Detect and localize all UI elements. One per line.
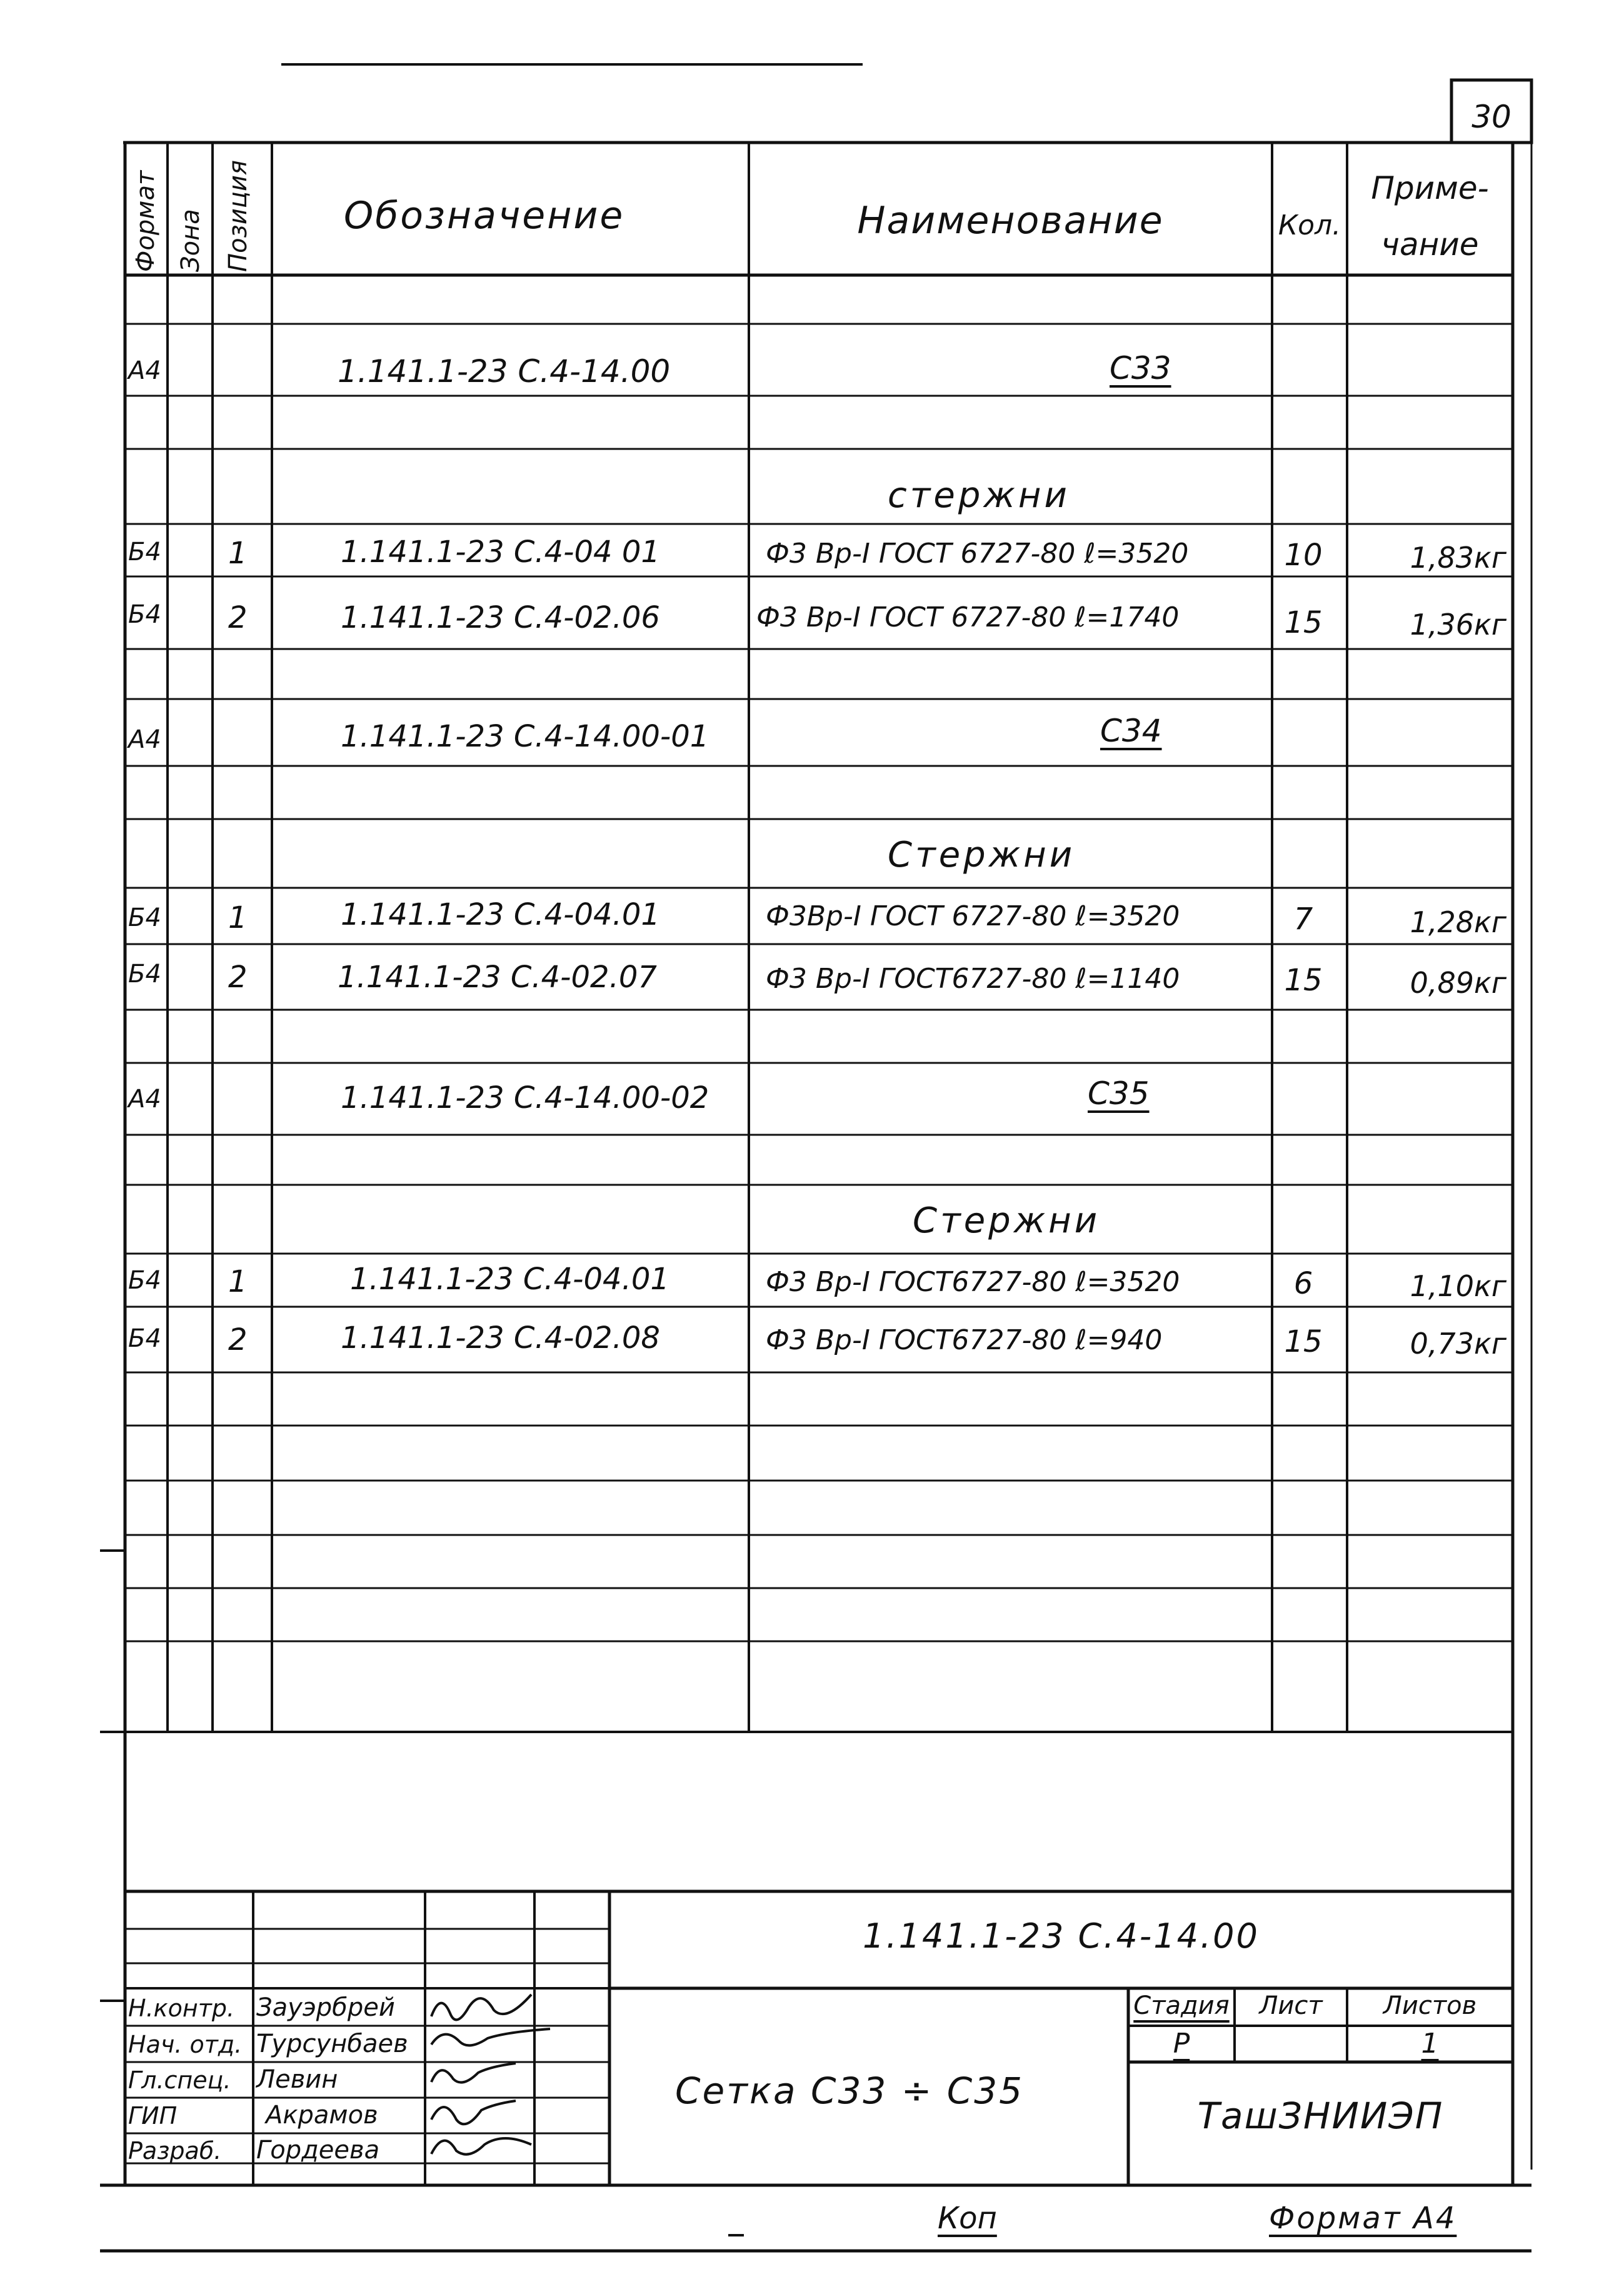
signature-name: Левин — [256, 2065, 338, 2094]
signature-role: Н.контр. — [128, 1995, 235, 2022]
footer-copied: Коп — [938, 2201, 997, 2236]
row-note: 0,73кг — [1410, 1327, 1506, 1361]
row-position: 2 — [228, 960, 248, 995]
row-name: С33 — [1110, 350, 1171, 386]
row-designation: 1.141.1-23 С.4-14.00 — [338, 353, 671, 390]
signature-name: Акрамов — [266, 2101, 378, 2130]
row-format: Б4 — [128, 538, 161, 566]
document-code: 1.141.1-23 С.4-14.00 — [863, 1916, 1260, 1956]
sheet-number: 30 — [1471, 99, 1511, 135]
organization: ТашЗНИИЭП — [1197, 2095, 1444, 2137]
row-position: 1 — [228, 1264, 248, 1299]
sheets-value: 1 — [1421, 2028, 1439, 2060]
row-format: Б4 — [128, 600, 161, 629]
row-format: A4 — [128, 1085, 161, 1114]
stage-label: Стадия — [1133, 1991, 1230, 2020]
signatures-drawing — [431, 1995, 550, 2155]
header-zone: Зона — [176, 209, 205, 272]
row-name: Ф3 Вр-I ГОСТ6727-80 ℓ=1140 — [766, 963, 1180, 995]
sheets-label: Листов — [1383, 1991, 1477, 2020]
row-note: 1,28кг — [1410, 905, 1506, 939]
row-position: 2 — [228, 600, 248, 635]
row-position: 2 — [228, 1322, 248, 1357]
header-designation: Обозначение — [344, 194, 625, 238]
row-note: 1,36кг — [1410, 608, 1506, 641]
row-format: Б4 — [128, 1266, 161, 1295]
row-designation: 1.141.1-23 С.4-14.00-02 — [341, 1080, 709, 1115]
row-name: Стержни — [913, 1200, 1101, 1241]
signature-role: Гл.спец. — [128, 2066, 231, 2094]
row-name: Ф3 Вр-I ГОСТ 6727-80 ℓ=3520 — [766, 538, 1189, 570]
row-designation: 1.141.1-23 С.4-04.01 — [350, 1262, 669, 1297]
row-position: 1 — [228, 536, 248, 571]
row-designation: 1.141.1-23 С.4-04 01 — [341, 535, 660, 570]
row-format: Б4 — [128, 1324, 161, 1353]
signature-name: Зауэрбрей — [256, 1993, 395, 2022]
signature-role: ГИП — [128, 2102, 178, 2130]
row-name: С35 — [1088, 1075, 1150, 1112]
header-name: Наименование — [857, 199, 1164, 243]
row-name: Стержни — [888, 835, 1076, 875]
signature-name: Турсунбаев — [256, 2030, 408, 2058]
row-qty: 10 — [1284, 538, 1323, 573]
signature-role: Нач. отд. — [128, 2031, 243, 2058]
row-designation: 1.141.1-23 С.4-02.08 — [341, 1321, 660, 1356]
row-name: стержни — [888, 475, 1070, 516]
header-qty: Кол. — [1278, 209, 1341, 241]
row-note: 1,10кг — [1410, 1269, 1506, 1303]
row-note: 1,83кг — [1410, 541, 1506, 575]
signature-role: Разраб. — [128, 2137, 222, 2165]
row-format: A4 — [128, 725, 161, 754]
row-qty: 15 — [1284, 963, 1323, 998]
row-name: Ф3 Вр-I ГОСТ6727-80 ℓ=940 — [766, 1324, 1163, 1356]
row-name: Ф3 Вр-I ГОСТ6727-80 ℓ=3520 — [766, 1266, 1180, 1298]
row-name: Ф3 Вр-I ГОСТ 6727-80 ℓ=1740 — [756, 601, 1180, 633]
row-qty: 15 — [1284, 1324, 1323, 1359]
stage-value: Р — [1173, 2028, 1190, 2060]
row-designation: 1.141.1-23 С.4-14.00-01 — [341, 719, 709, 754]
document-title: Сетка С33 ÷ С35 — [675, 2070, 1025, 2112]
row-qty: 7 — [1293, 902, 1313, 937]
row-note: 0,89кг — [1410, 966, 1506, 1000]
header-position: Позиция — [224, 159, 253, 272]
row-format: Б4 — [128, 903, 161, 932]
header-format: Формат — [131, 170, 160, 272]
row-position: 1 — [228, 900, 248, 935]
signature-name: Гордеева — [256, 2136, 380, 2165]
row-name: Ф3Вр-I ГОСТ 6727-80 ℓ=3520 — [766, 900, 1180, 932]
row-format: A4 — [128, 356, 161, 385]
row-designation: 1.141.1-23 С.4-02.06 — [341, 600, 660, 635]
header-note-line1: Приме- — [1371, 170, 1489, 206]
row-designation: 1.141.1-23 С.4-04.01 — [341, 897, 660, 932]
row-qty: 15 — [1284, 605, 1323, 640]
header-note-line2: чание — [1381, 226, 1479, 263]
sheet-label: Лист — [1259, 1991, 1323, 2020]
row-name: С34 — [1100, 713, 1162, 749]
footer-format: Формат А4 — [1269, 2201, 1457, 2236]
row-qty: 6 — [1293, 1266, 1313, 1301]
row-format: Б4 — [128, 960, 161, 989]
row-designation: 1.141.1-23 С.4-02.07 — [338, 960, 657, 995]
